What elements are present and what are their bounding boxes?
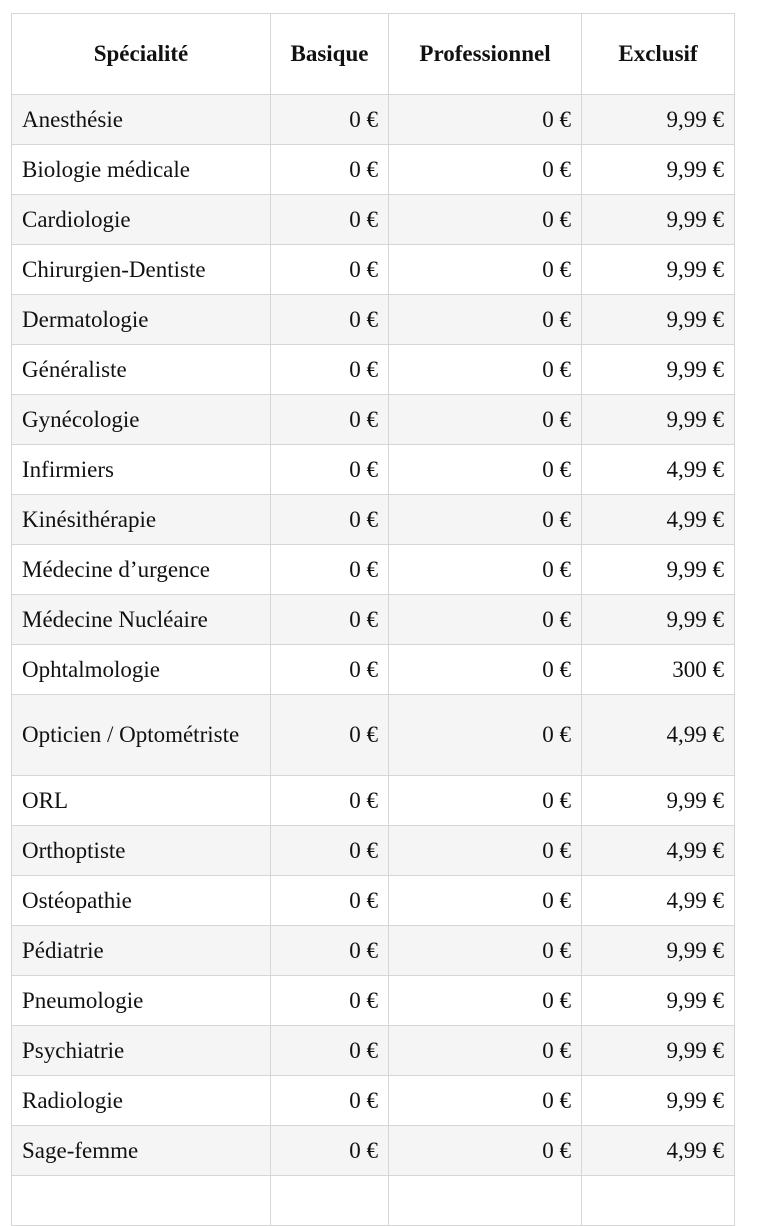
professionnel-price-cell: 0 € xyxy=(389,695,582,776)
specialty-cell: Kinésithérapie xyxy=(12,495,271,545)
professionnel-price-cell: 0 € xyxy=(389,345,582,395)
professionnel-price-cell: 0 € xyxy=(389,395,582,445)
basique-price-cell: 0 € xyxy=(271,1026,389,1076)
header-specialite: Spécialité xyxy=(12,14,271,95)
specialty-cell: ORL xyxy=(12,776,271,826)
exclusif-price-cell: 9,99 € xyxy=(582,95,735,145)
specialty-cell: Médecine Nucléaire xyxy=(12,595,271,645)
exclusif-price-cell: 9,99 € xyxy=(582,345,735,395)
table-row xyxy=(12,145,735,195)
pricing-table xyxy=(11,13,735,1226)
specialty-cell: Généraliste xyxy=(12,345,271,395)
basique-price-cell: 0 € xyxy=(271,645,389,695)
specialty-cell: Cardiologie xyxy=(12,195,271,245)
exclusif-price-cell: 9,99 € xyxy=(582,926,735,976)
table-row xyxy=(12,695,735,776)
exclusif-price-cell: 9,99 € xyxy=(582,776,735,826)
basique-price-cell: 0 € xyxy=(271,495,389,545)
exclusif-price-cell: 9,99 € xyxy=(582,595,735,645)
specialty-cell: Radiologie xyxy=(12,1076,271,1126)
professionnel-price-cell: 0 € xyxy=(389,595,582,645)
professionnel-price-cell: 0 € xyxy=(389,545,582,595)
professionnel-price-cell: 0 € xyxy=(389,295,582,345)
professionnel-price-cell xyxy=(389,1176,582,1226)
specialty-cell: Orthoptiste xyxy=(12,826,271,876)
exclusif-price-cell: 9,99 € xyxy=(582,295,735,345)
specialty-cell: Pédiatrie xyxy=(12,926,271,976)
specialty-cell: Infirmiers xyxy=(12,445,271,495)
specialty-cell: Opticien / Optométriste xyxy=(12,695,271,776)
table-row xyxy=(12,926,735,976)
header-professionnel: Professionnel xyxy=(389,14,582,95)
exclusif-price-cell: 4,99 € xyxy=(582,826,735,876)
basique-price-cell: 0 € xyxy=(271,295,389,345)
professionnel-price-cell: 0 € xyxy=(389,876,582,926)
table-row xyxy=(12,1176,735,1226)
exclusif-price-cell: 4,99 € xyxy=(582,1126,735,1176)
table-body xyxy=(12,95,735,1226)
table-row xyxy=(12,976,735,1026)
exclusif-price-cell: 9,99 € xyxy=(582,195,735,245)
table-row xyxy=(12,95,735,145)
basique-price-cell: 0 € xyxy=(271,876,389,926)
basique-price-cell: 0 € xyxy=(271,195,389,245)
specialty-cell: Anesthésie xyxy=(12,95,271,145)
specialty-cell: Chirurgien-Dentiste xyxy=(12,245,271,295)
table-row xyxy=(12,1026,735,1076)
table-row xyxy=(12,776,735,826)
table-row xyxy=(12,645,735,695)
header-exclusif: Exclusif xyxy=(582,14,735,95)
specialty-cell xyxy=(12,1176,271,1226)
basique-price-cell: 0 € xyxy=(271,395,389,445)
specialty-cell: Biologie médicale xyxy=(12,145,271,195)
exclusif-price-cell: 9,99 € xyxy=(582,1026,735,1076)
header-basique: Basique xyxy=(271,14,389,95)
professionnel-price-cell: 0 € xyxy=(389,495,582,545)
specialty-cell: Médecine d’urgence xyxy=(12,545,271,595)
table-row xyxy=(12,876,735,926)
basique-price-cell: 0 € xyxy=(271,595,389,645)
professionnel-price-cell: 0 € xyxy=(389,145,582,195)
exclusif-price-cell: 4,99 € xyxy=(582,695,735,776)
table-row xyxy=(12,826,735,876)
exclusif-price-cell xyxy=(582,1176,735,1226)
table-header xyxy=(12,14,735,95)
professionnel-price-cell: 0 € xyxy=(389,645,582,695)
specialty-cell: Ostéopathie xyxy=(12,876,271,926)
exclusif-price-cell: 9,99 € xyxy=(582,545,735,595)
basique-price-cell: 0 € xyxy=(271,776,389,826)
table-row xyxy=(12,445,735,495)
table-row xyxy=(12,545,735,595)
table-row xyxy=(12,1126,735,1176)
specialty-cell: Gynécologie xyxy=(12,395,271,445)
basique-price-cell: 0 € xyxy=(271,445,389,495)
specialty-cell: Psychiatrie xyxy=(12,1026,271,1076)
exclusif-price-cell: 9,99 € xyxy=(582,1076,735,1126)
table-row xyxy=(12,295,735,345)
basique-price-cell: 0 € xyxy=(271,245,389,295)
table-row xyxy=(12,245,735,295)
exclusif-price-cell: 4,99 € xyxy=(582,495,735,545)
professionnel-price-cell: 0 € xyxy=(389,1126,582,1176)
specialty-cell: Sage-femme xyxy=(12,1126,271,1176)
professionnel-price-cell: 0 € xyxy=(389,245,582,295)
basique-price-cell: 0 € xyxy=(271,976,389,1026)
table-row xyxy=(12,195,735,245)
professionnel-price-cell: 0 € xyxy=(389,926,582,976)
exclusif-price-cell: 9,99 € xyxy=(582,395,735,445)
professionnel-price-cell: 0 € xyxy=(389,195,582,245)
table-row xyxy=(12,395,735,445)
basique-price-cell: 0 € xyxy=(271,545,389,595)
basique-price-cell: 0 € xyxy=(271,826,389,876)
specialty-cell: Dermatologie xyxy=(12,295,271,345)
exclusif-price-cell: 9,99 € xyxy=(582,145,735,195)
exclusif-price-cell: 4,99 € xyxy=(582,445,735,495)
specialty-cell: Pneumologie xyxy=(12,976,271,1026)
basique-price-cell: 0 € xyxy=(271,695,389,776)
professionnel-price-cell: 0 € xyxy=(389,826,582,876)
professionnel-price-cell: 0 € xyxy=(389,776,582,826)
basique-price-cell: 0 € xyxy=(271,1076,389,1126)
exclusif-price-cell: 9,99 € xyxy=(582,976,735,1026)
basique-price-cell: 0 € xyxy=(271,345,389,395)
pricing-table-container xyxy=(11,13,735,1226)
basique-price-cell: 0 € xyxy=(271,926,389,976)
professionnel-price-cell: 0 € xyxy=(389,95,582,145)
table-row xyxy=(12,495,735,545)
table-row xyxy=(12,1076,735,1126)
basique-price-cell: 0 € xyxy=(271,145,389,195)
exclusif-price-cell: 300 € xyxy=(582,645,735,695)
specialty-cell: Ophtalmologie xyxy=(12,645,271,695)
professionnel-price-cell: 0 € xyxy=(389,1076,582,1126)
exclusif-price-cell: 9,99 € xyxy=(582,245,735,295)
basique-price-cell: 0 € xyxy=(271,95,389,145)
basique-price-cell: 0 € xyxy=(271,1126,389,1176)
professionnel-price-cell: 0 € xyxy=(389,976,582,1026)
table-row xyxy=(12,345,735,395)
exclusif-price-cell: 4,99 € xyxy=(582,876,735,926)
professionnel-price-cell: 0 € xyxy=(389,1026,582,1076)
professionnel-price-cell: 0 € xyxy=(389,445,582,495)
header-row xyxy=(12,14,735,95)
basique-price-cell xyxy=(271,1176,389,1226)
table-row xyxy=(12,595,735,645)
